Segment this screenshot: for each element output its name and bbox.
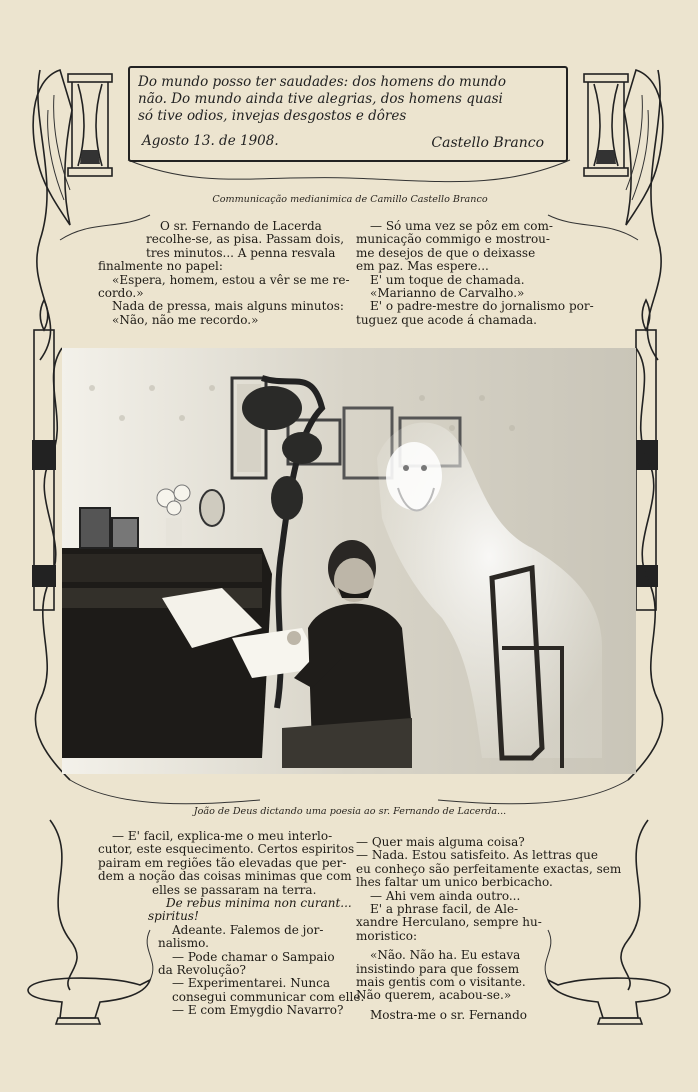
text-line: «Não, não me recordo.»	[112, 312, 259, 327]
text-line: nalismo.	[158, 936, 209, 951]
text-line: elles se passaram na terra.	[152, 882, 317, 897]
text-line: consegui communicar com elle.	[172, 989, 365, 1004]
text-line: — E com Emygdio Navarro?	[172, 1003, 344, 1018]
text-line: — Experimentarei. Nunca	[172, 976, 331, 991]
text-line: da Revolução?	[158, 963, 246, 978]
text-line: finalmente no papel:	[98, 259, 223, 274]
upper-left-column	[98, 219, 350, 327]
wing-right-icon	[624, 70, 663, 225]
wing-left-icon	[33, 70, 72, 225]
text-line: cordo.»	[98, 286, 144, 301]
text-line: E' um toque de chamada.	[370, 272, 525, 287]
text-line: insistindo para que fossem	[356, 961, 520, 976]
lower-right-column	[356, 835, 622, 1022]
text-line: tuguez que acode á chamada.	[356, 312, 537, 327]
text-line: Adeante. Falemos de jor-	[172, 922, 324, 937]
upper-right-column	[356, 220, 602, 327]
text-line: «Marianno de Carvalho.»	[370, 286, 525, 301]
text-line: Mostra-me o sr. Fernando	[370, 1007, 528, 1022]
text-line: E' a phrase facil, de Ale-	[370, 902, 519, 917]
handwriting-line-1: Do mundo posso ter saudades: dos homens do mundo	[138, 74, 506, 90]
handwritten-message-card	[128, 66, 568, 162]
text-line: moristico:	[356, 928, 417, 943]
text-line: — Nada. Estou satisfeito. As lettras que	[356, 848, 599, 863]
photo-illustration	[62, 348, 636, 774]
text-line: O sr. Fernando de Lacerda	[160, 219, 322, 233]
text-line: pairam em regiões tão elevadas que per-	[98, 855, 347, 870]
text-line: municação commigo e mostrou-	[356, 232, 550, 247]
text-line: — Só uma vez se pôz em com-	[370, 219, 553, 233]
handwriting-signature: Castello Branco	[431, 135, 544, 151]
text-line: xandre Herculano, sempre hu-	[356, 915, 542, 930]
text-line: — E' facil, explica-me o meu interlo-	[112, 829, 333, 843]
spirit-photograph	[62, 348, 636, 774]
text-line: Não querem, acabou-se.»	[356, 988, 512, 1003]
hourglass-left-icon	[68, 74, 112, 176]
handwriting-line-3: só tive odios, invejas desgostos e dôres	[138, 108, 407, 124]
text-line: me desejos de que o deixasse	[356, 245, 536, 260]
text-line: spiritus!	[148, 909, 199, 924]
text-line: em paz. Mas espere...	[356, 259, 489, 274]
text-line: — Quer mais alguma coisa?	[356, 835, 525, 849]
text-line: — Pode chamar o Sampaio	[172, 949, 335, 964]
text-line: «Espera, homem, estou a vêr se me re-	[112, 272, 350, 287]
text-line: recolhe-se, as pisa. Passam dois,	[146, 232, 345, 247]
text-line: eu conheço são perfeitamente exactas, sem	[356, 861, 622, 876]
text-line: «Não. Não ha. Eu estava	[370, 948, 521, 963]
text-line: — Ahi vem ainda outro...	[370, 888, 521, 903]
lower-left-column	[98, 829, 365, 1018]
text-line: tres minutos... A penna resvala	[146, 245, 336, 260]
text-line: cutor, este esquecimento. Certos espiritos	[98, 842, 355, 857]
text-line: E' o padre-mestre do jornalismo por-	[370, 299, 594, 314]
text-line: lhes faltar um unico berbicacho.	[356, 875, 553, 890]
text-line: mais gentis com o visitante.	[356, 975, 526, 990]
text-line: De rebus minima non curant...	[166, 896, 352, 911]
hourglass-right-icon	[584, 74, 628, 176]
text-line: Nada de pressa, mais alguns minutos:	[112, 299, 344, 314]
caption-top: Communicação medianimica de Camillo Castello Branco	[212, 194, 488, 205]
handwriting-line-2: não. Do mundo ainda tive alegrias, dos homens quasi	[138, 91, 503, 107]
handwriting-date: Agosto 13. de 1908.	[142, 133, 279, 149]
caption-photo: João de Deus dictando uma poesia ao sr. Fernando de Lacerda...	[193, 806, 507, 817]
text-line: dem a noção das coisas minimas que com	[98, 869, 352, 884]
